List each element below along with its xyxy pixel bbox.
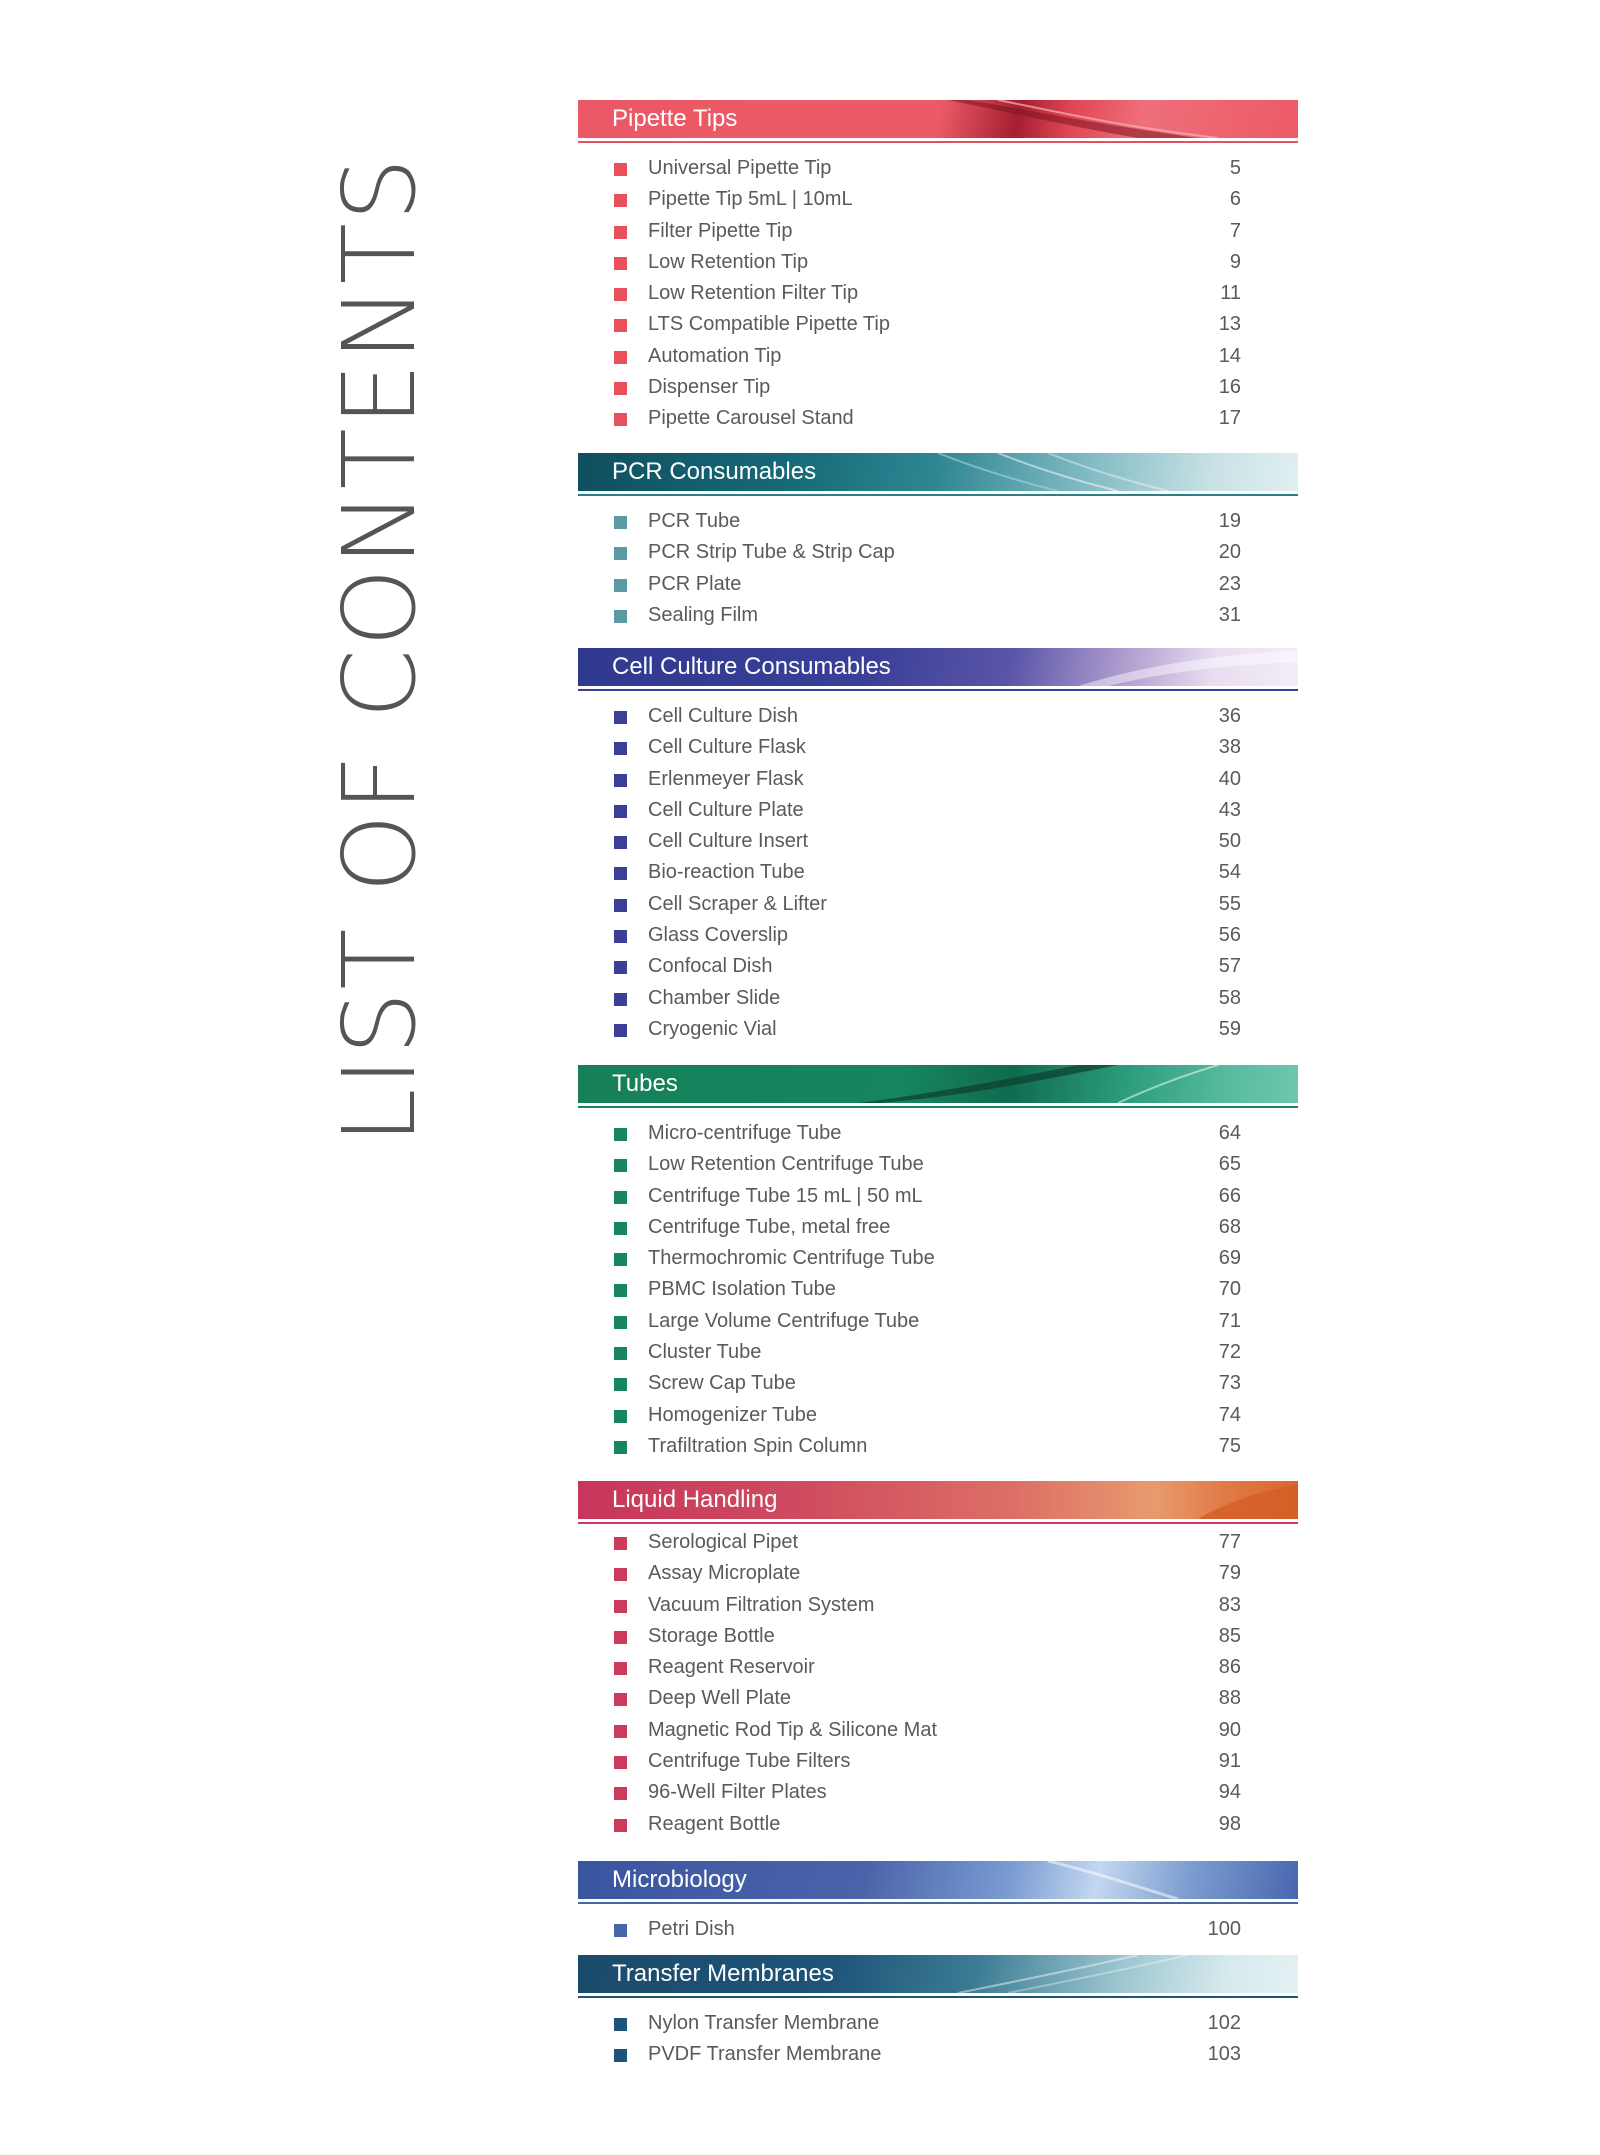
toc-entry[interactable] <box>578 764 1298 795</box>
toc-entry[interactable] <box>578 278 1298 309</box>
entry-title: Cell Culture Dish <box>648 705 799 727</box>
toc-entry[interactable] <box>578 1914 1298 1945</box>
square-bullet-icon <box>614 1024 627 1037</box>
entry-title: PCR Tube <box>648 510 741 532</box>
toc-entry[interactable] <box>578 857 1298 888</box>
section-pcr-consumables <box>578 453 1298 631</box>
entry-page-number: 9 <box>1229 250 1241 273</box>
entry-title: Magnetic Rod Tip & Silicone Mat <box>648 1718 938 1741</box>
entry-title: Assay Microplate <box>648 1562 801 1585</box>
entry-page-number: 38 <box>1218 736 1241 759</box>
entry-page-number: 57 <box>1218 955 1241 978</box>
section-banner <box>578 648 1298 686</box>
square-bullet-icon <box>614 2018 627 2031</box>
section-divider <box>578 1522 1298 1524</box>
toc-entry[interactable] <box>578 247 1298 278</box>
section-microbiology <box>578 1861 1298 1945</box>
entry-page-number: 23 <box>1218 572 1241 595</box>
entry-title: Vacuum Filtration System <box>648 1593 875 1616</box>
square-bullet-icon <box>614 1410 627 1423</box>
toc-entry[interactable] <box>578 2008 1298 2039</box>
entry-page-number: 43 <box>1218 798 1241 821</box>
square-bullet-icon <box>614 1537 627 1550</box>
section-item-list <box>578 2008 1298 2071</box>
entry-page-number: 86 <box>1218 1656 1241 1679</box>
entry-page-number: 64 <box>1218 1122 1241 1144</box>
square-bullet-icon <box>614 930 627 943</box>
section-title: Pipette Tips <box>612 105 738 132</box>
entry-title: Bio-reaction Tube <box>648 861 805 884</box>
toc-entry[interactable] <box>578 920 1298 951</box>
entry-page-number: 16 <box>1218 376 1241 399</box>
square-bullet-icon <box>614 547 627 560</box>
entry-title: PCR Plate <box>648 572 742 595</box>
entry-title: Dispenser Tip <box>648 376 771 399</box>
square-bullet-icon <box>614 711 627 724</box>
square-bullet-icon <box>614 1191 627 1204</box>
square-bullet-icon <box>614 2049 627 2062</box>
entry-title: Reagent Reservoir <box>648 1656 815 1679</box>
entry-title: Large Volume Centrifuge Tube <box>648 1309 920 1332</box>
entry-title: Filter Pipette Tip <box>648 219 793 242</box>
section-banner <box>578 1481 1298 1519</box>
section-cell-culture-consumables <box>578 648 1298 1045</box>
toc-entry[interactable] <box>578 569 1298 600</box>
section-transfer-membranes <box>578 1955 1298 2071</box>
toc-entry[interactable] <box>578 309 1298 340</box>
entry-title: PCR Strip Tube & Strip Cap <box>648 541 895 564</box>
entry-page-number: 56 <box>1218 924 1241 947</box>
entry-page-number: 85 <box>1218 1624 1241 1647</box>
square-bullet-icon <box>614 1756 627 1769</box>
section-title: PCR Consumables <box>612 458 817 485</box>
entry-title: Sealing Film <box>648 603 759 626</box>
square-bullet-icon <box>614 1284 627 1297</box>
entry-title: Screw Cap Tube <box>648 1372 796 1395</box>
toc-entry[interactable] <box>578 184 1298 215</box>
toc-entry[interactable] <box>578 372 1298 403</box>
entry-page-number: 91 <box>1218 1750 1241 1773</box>
toc-entry[interactable] <box>578 600 1298 631</box>
square-bullet-icon <box>614 610 627 623</box>
entry-title: Serological Pipet <box>648 1531 799 1553</box>
square-bullet-icon <box>614 516 627 529</box>
entry-page-number: 79 <box>1218 1562 1241 1585</box>
entry-page-number: 88 <box>1218 1687 1241 1710</box>
entry-page-number: 54 <box>1218 861 1241 884</box>
entry-title: Storage Bottle <box>648 1624 775 1647</box>
entry-page-number: 98 <box>1218 1812 1241 1835</box>
entry-title: Homogenizer Tube <box>648 1403 817 1426</box>
section-title: Microbiology <box>612 1866 747 1893</box>
entry-page-number: 31 <box>1218 603 1241 626</box>
entry-page-number: 11 <box>1220 282 1241 305</box>
section-item-list <box>578 1118 1298 1462</box>
entry-page-number: 36 <box>1218 705 1241 727</box>
toc-entry[interactable] <box>578 1212 1298 1243</box>
square-bullet-icon <box>614 351 627 364</box>
square-bullet-icon <box>614 961 627 974</box>
entry-title: Thermochromic Centrifuge Tube <box>648 1247 935 1270</box>
square-bullet-icon <box>614 1347 627 1360</box>
toc-entry[interactable] <box>578 1400 1298 1431</box>
entry-title: Universal Pipette Tip <box>648 157 832 179</box>
toc-entry[interactable] <box>578 1652 1298 1683</box>
entry-page-number: 72 <box>1218 1341 1241 1364</box>
square-bullet-icon <box>614 226 627 239</box>
section-item-list <box>578 1527 1298 1840</box>
section-liquid-handling <box>578 1481 1298 1840</box>
toc-entry[interactable] <box>578 826 1298 857</box>
section-banner <box>578 453 1298 491</box>
toc-entry[interactable] <box>578 153 1298 184</box>
square-bullet-icon <box>614 1128 627 1141</box>
square-bullet-icon <box>614 1568 627 1581</box>
entry-title: Centrifuge Tube Filters <box>648 1750 851 1773</box>
square-bullet-icon <box>614 163 627 176</box>
square-bullet-icon <box>614 867 627 880</box>
entry-title: Cell Culture Insert <box>648 830 809 853</box>
entry-title: Cryogenic Vial <box>648 1017 777 1040</box>
square-bullet-icon <box>614 1819 627 1832</box>
entry-page-number: 70 <box>1218 1278 1241 1301</box>
toc-entry[interactable] <box>578 1149 1298 1180</box>
entry-page-number: 77 <box>1218 1531 1241 1553</box>
section-title: Tubes <box>612 1070 678 1097</box>
section-banner <box>578 100 1298 138</box>
entry-page-number: 94 <box>1218 1781 1241 1804</box>
section-item-list <box>578 506 1298 631</box>
toc-entry[interactable] <box>578 983 1298 1014</box>
entry-page-number: 102 <box>1207 2012 1241 2034</box>
toc-entry[interactable] <box>578 403 1298 434</box>
entry-page-number: 55 <box>1218 892 1241 915</box>
square-bullet-icon <box>614 413 627 426</box>
square-bullet-icon <box>614 1662 627 1675</box>
entry-title: Micro-centrifuge Tube <box>648 1122 842 1144</box>
entry-page-number: 66 <box>1218 1184 1241 1207</box>
toc-entry[interactable] <box>578 889 1298 920</box>
entry-title: Cell Culture Flask <box>648 736 806 759</box>
entry-title: Deep Well Plate <box>648 1687 792 1710</box>
entry-page-number: 90 <box>1218 1718 1241 1741</box>
toc-entry[interactable] <box>578 1558 1298 1589</box>
section-item-list <box>578 1914 1298 1945</box>
entry-page-number: 65 <box>1218 1153 1241 1176</box>
section-divider <box>578 1106 1298 1108</box>
entry-page-number: 13 <box>1218 313 1241 336</box>
entry-title: Pipette Tip 5mL | 10mL <box>648 188 853 211</box>
page-title: LIST OF CONTENTS <box>321 155 438 1145</box>
square-bullet-icon <box>614 774 627 787</box>
entry-title: Low Retention Tip <box>648 250 809 273</box>
entry-page-number: 14 <box>1218 344 1241 367</box>
entry-title: Automation Tip <box>648 344 782 367</box>
entry-page-number: 83 <box>1218 1593 1241 1616</box>
entry-page-number: 74 <box>1218 1403 1241 1426</box>
square-bullet-icon <box>614 382 627 395</box>
square-bullet-icon <box>614 319 627 332</box>
entry-page-number: 59 <box>1218 1017 1241 1040</box>
entry-title: Cell Culture Plate <box>648 798 804 821</box>
entry-title: Petri Dish <box>648 1918 735 1940</box>
toc-entry[interactable] <box>578 732 1298 763</box>
entry-page-number: 50 <box>1218 830 1241 853</box>
section-title: Cell Culture Consumables <box>612 653 891 680</box>
entry-title: Pipette Carousel Stand <box>648 407 854 430</box>
toc-entry[interactable] <box>578 1683 1298 1714</box>
toc-entry[interactable] <box>578 1118 1298 1149</box>
square-bullet-icon <box>614 993 627 1006</box>
entry-title: 96-Well Filter Plates <box>648 1781 827 1804</box>
entry-page-number: 71 <box>1218 1309 1241 1332</box>
toc-entry[interactable] <box>578 1306 1298 1337</box>
entry-page-number: 19 <box>1218 510 1241 532</box>
entry-page-number: 17 <box>1218 407 1241 430</box>
toc-entry[interactable] <box>578 1527 1298 1558</box>
toc-entry[interactable] <box>578 701 1298 732</box>
toc-entry[interactable] <box>578 1777 1298 1808</box>
square-bullet-icon <box>614 836 627 849</box>
toc-entry[interactable] <box>578 1274 1298 1305</box>
section-item-list <box>578 701 1298 1045</box>
entry-title: Reagent Bottle <box>648 1812 781 1835</box>
section-divider <box>578 1996 1298 1998</box>
square-bullet-icon <box>614 1378 627 1391</box>
toc-entry[interactable] <box>578 506 1298 537</box>
entry-page-number: 75 <box>1218 1434 1241 1457</box>
toc-entry[interactable] <box>578 1590 1298 1621</box>
entry-title: Erlenmeyer Flask <box>648 767 804 790</box>
entry-page-number: 103 <box>1207 2043 1241 2066</box>
entry-title: Low Retention Filter Tip <box>648 282 859 305</box>
section-title: Transfer Membranes <box>612 1960 834 1987</box>
toc-entry[interactable] <box>578 1014 1298 1045</box>
entry-title: Trafiltration Spin Column <box>648 1434 868 1457</box>
entry-page-number: 69 <box>1218 1247 1241 1270</box>
square-bullet-icon <box>614 1600 627 1613</box>
entry-title: Chamber Slide <box>648 986 781 1009</box>
toc-entry[interactable] <box>578 341 1298 372</box>
entry-title: Glass Coverslip <box>648 924 789 947</box>
section-tubes <box>578 1065 1298 1462</box>
section-divider <box>578 494 1298 496</box>
entry-page-number: 73 <box>1218 1372 1241 1395</box>
entry-page-number: 58 <box>1218 986 1241 1009</box>
toc-entry[interactable] <box>578 1181 1298 1212</box>
section-divider <box>578 141 1298 143</box>
square-bullet-icon <box>614 1924 627 1937</box>
section-divider <box>578 1902 1298 1904</box>
section-banner <box>578 1861 1298 1899</box>
square-bullet-icon <box>614 1316 627 1329</box>
square-bullet-icon <box>614 288 627 301</box>
entry-title: PVDF Transfer Membrane <box>648 2043 882 2066</box>
square-bullet-icon <box>614 1222 627 1235</box>
entry-title: Cell Scraper & Lifter <box>648 892 827 915</box>
square-bullet-icon <box>614 1631 627 1644</box>
toc-entry[interactable] <box>578 795 1298 826</box>
entry-title: Cluster Tube <box>648 1341 762 1364</box>
section-item-list <box>578 153 1298 435</box>
square-bullet-icon <box>614 1159 627 1172</box>
entry-page-number: 7 <box>1229 219 1241 242</box>
toc-entry[interactable] <box>578 1715 1298 1746</box>
toc-entry[interactable] <box>578 2039 1298 2070</box>
toc-entry[interactable] <box>578 1368 1298 1399</box>
section-banner <box>578 1065 1298 1103</box>
toc-entry[interactable] <box>578 1431 1298 1462</box>
entry-page-number: 6 <box>1229 188 1241 211</box>
entry-title: Low Retention Centrifuge Tube <box>648 1153 924 1176</box>
toc-entry[interactable] <box>578 1337 1298 1368</box>
section-title: Liquid Handling <box>612 1486 778 1513</box>
section-banner <box>578 1955 1298 1993</box>
entry-title: Centrifuge Tube 15 mL | 50 mL <box>648 1184 923 1207</box>
section-pipette-tips <box>578 100 1298 435</box>
entry-title: Centrifuge Tube, metal free <box>648 1215 891 1238</box>
square-bullet-icon <box>614 257 627 270</box>
square-bullet-icon <box>614 1253 627 1266</box>
toc-entry[interactable] <box>578 1621 1298 1652</box>
square-bullet-icon <box>614 742 627 755</box>
entry-page-number: 68 <box>1218 1215 1241 1238</box>
toc-entry[interactable] <box>578 1809 1298 1840</box>
entry-title: Confocal Dish <box>648 955 773 978</box>
square-bullet-icon <box>614 1693 627 1706</box>
square-bullet-icon <box>614 579 627 592</box>
square-bullet-icon <box>614 899 627 912</box>
section-divider <box>578 689 1298 691</box>
entry-title: Nylon Transfer Membrane <box>648 2012 880 2034</box>
banner-swoosh-graphic <box>578 1065 1298 1103</box>
entry-title: LTS Compatible Pipette Tip <box>648 313 890 336</box>
toc-entry[interactable] <box>578 537 1298 568</box>
square-bullet-icon <box>614 805 627 818</box>
toc-entry[interactable] <box>578 1243 1298 1274</box>
toc-entry[interactable] <box>578 951 1298 982</box>
entry-page-number: 100 <box>1207 1918 1241 1940</box>
toc-entry[interactable] <box>578 216 1298 247</box>
toc-entry[interactable] <box>578 1746 1298 1777</box>
entry-title: PBMC Isolation Tube <box>648 1278 836 1301</box>
square-bullet-icon <box>614 1725 627 1738</box>
entry-page-number: 5 <box>1229 157 1241 179</box>
square-bullet-icon <box>614 1441 627 1454</box>
entry-page-number: 40 <box>1218 767 1241 790</box>
square-bullet-icon <box>614 194 627 207</box>
entry-page-number: 20 <box>1218 541 1241 564</box>
square-bullet-icon <box>614 1787 627 1800</box>
